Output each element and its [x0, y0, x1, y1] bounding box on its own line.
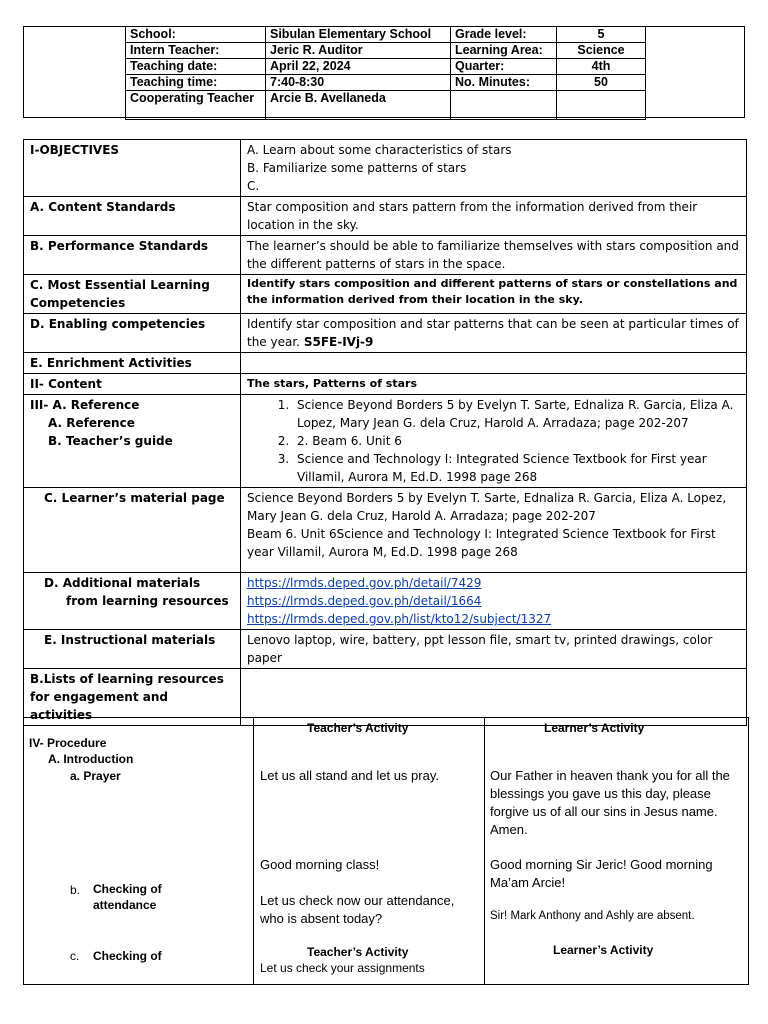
learners-material-label: C. Learner’s material page — [24, 488, 241, 573]
school-value: Sibulan Elementary School — [266, 27, 451, 43]
resource-link-kto12[interactable]: https://lrmds.deped.gov.ph/list/kto12/subject/1327 — [247, 612, 552, 626]
learners-material-line: Beam 6. Unit 6Science and Technology I: Integrated Science Textbook for First year Villamil, Aurora M, Ed.D. 1998 page 268 — [247, 527, 716, 559]
checking-label: Checking of — [93, 949, 162, 963]
objectives-cell — [241, 140, 747, 197]
teacher-activity-header-2: Teacher’s Activity — [307, 945, 409, 959]
content-standards-text: Star composition and stars pattern from the information derived from their location in the sky. — [241, 197, 747, 236]
attendance-letter: b. — [70, 883, 81, 897]
resource-link-7429[interactable]: https://lrmds.deped.gov.ph/detail/7429 — [247, 576, 482, 590]
teaching-date-label: Teaching date: — [126, 59, 266, 75]
learners-material-cell — [241, 488, 747, 573]
procedure-title: IV- Procedure — [29, 736, 107, 750]
attendance-label: Checking of attendance — [93, 882, 162, 912]
objective-b: B. Familiarize some patterns of stars — [247, 161, 467, 175]
performance-standards-text: The learner’s should be able to familiarize themselves with stars composition and the different patterns of stars in the space. — [241, 236, 747, 275]
teachers-guide-label: B. Teacher’s guide — [48, 434, 173, 448]
enrichment-text — [241, 353, 747, 374]
empty-header-cell — [451, 91, 557, 120]
enabling-label: D. Enabling competencies — [24, 314, 241, 353]
objective-c: C. — [247, 179, 260, 193]
content-standards-label: A. Content Standards — [24, 197, 241, 236]
additional-materials-cell — [241, 573, 747, 630]
reference-item: 2. 2. Beam 6. Unit 6 — [293, 432, 740, 450]
instructional-materials-row — [24, 630, 747, 669]
teaching-time-label: Teaching time: — [126, 75, 266, 91]
content-text: The stars, Patterns of stars — [241, 374, 747, 395]
resources-list-label: B.Lists of learning resources for engagement and activities — [24, 669, 241, 726]
reference-item: 1. Science Beyond Borders 5 by Evelyn T. Sarte, Ednaliza R. Garcia, Eliza A. Lopez, Mary Jean G. dela Cruz, Harold A. Arradaza; page 202-207 — [293, 396, 740, 432]
learner-activity-header-2: Learner’s Activity — [553, 943, 654, 957]
cooperating-teacher-value: Arcie B. Avellaneda — [266, 91, 451, 120]
no-minutes-label: No. Minutes: — [451, 75, 557, 91]
enrichment-row — [24, 353, 747, 374]
learners-material-row — [24, 488, 747, 573]
teacher-prayer-text: Let us all stand and let us pray. — [260, 768, 439, 783]
learner-greeting-text: Good morning Sir Jeric! Good morning Ma’am Arcie! — [490, 857, 713, 890]
no-minutes-value: 50 — [557, 75, 646, 91]
grade-level-value: 5 — [557, 27, 646, 43]
cooperating-teacher-label: Cooperating Teacher — [126, 91, 266, 120]
header-row-school — [126, 27, 646, 43]
school-label: School: — [126, 27, 266, 43]
teaching-date-value: April 22, 2024 — [266, 59, 451, 75]
objectives-row — [24, 140, 747, 197]
quarter-value: 4th — [557, 59, 646, 75]
learning-area-label: Learning Area: — [451, 43, 557, 59]
objectives-label: I-OBJECTIVES — [24, 140, 241, 197]
objective-a: A. Learn about some characteristics of stars — [247, 143, 512, 157]
grade-level-label: Grade level: — [451, 27, 557, 43]
header-row-teacher — [126, 43, 646, 59]
performance-standards-row — [24, 236, 747, 275]
introduction-label: A. Introduction — [48, 752, 134, 766]
teacher-greeting-text: Good morning class! — [260, 857, 380, 872]
lesson-plan-table — [23, 139, 747, 726]
teacher-attendance-text: Let us check now our attendance, who is absent today? — [260, 893, 455, 926]
resource-link-1664[interactable]: https://lrmds.deped.gov.ph/detail/1664 — [247, 594, 482, 608]
reference-row — [24, 395, 747, 488]
enabling-text: Identify star composition and star patterns that can be seen at particular times of the year. — [247, 317, 739, 349]
reference-item: 3. Science and Technology I: Integrated Science Textbook for First year Villamil, Aurora M, Ed.D. 1998 page 268 — [293, 450, 740, 486]
enrichment-label: E. Enrichment Activities — [24, 353, 241, 374]
header-row-cooperating — [126, 91, 646, 120]
header-row-date — [126, 59, 646, 75]
reference-cell-label — [24, 395, 241, 488]
melc-row — [24, 275, 747, 314]
content-label: II- Content — [24, 374, 241, 395]
reference-sub-a: A. Reference — [48, 416, 135, 430]
enabling-code: S5FE-IVj-9 — [303, 335, 374, 349]
teaching-time-value: 7:40-8:30 — [266, 75, 451, 91]
instructional-materials-label: E. Instructional materials — [24, 630, 241, 669]
learner-activity-header: Learner’s Activity — [544, 721, 645, 735]
reference-list — [247, 396, 740, 486]
melc-label: C. Most Essential Learning Competencies — [24, 275, 241, 314]
additional-materials-label — [24, 573, 241, 630]
prayer-label: a. Prayer — [70, 769, 121, 783]
intern-teacher-label: Intern Teacher: — [126, 43, 266, 59]
teacher-activity-header: Teacher’s Activity — [307, 721, 409, 735]
teacher-assignments-text: Let us check your assignments — [260, 961, 425, 975]
enabling-cell — [241, 314, 747, 353]
learner-attendance-text: Sir! Mark Anthony and Ashly are absent. — [490, 910, 695, 922]
learner-prayer-text: Our Father in heaven thank you for all the blessings you gave us this day, please forgive us of all our sins in Jesus name. Amen. — [490, 768, 730, 837]
header-info-table — [125, 26, 646, 120]
checking-letter: c. — [70, 949, 80, 963]
reference-label: III- A. Reference — [30, 398, 140, 412]
content-row — [24, 374, 747, 395]
quarter-label: Quarter: — [451, 59, 557, 75]
learners-material-line: Science Beyond Borders 5 by Evelyn T. Sarte, Ednaliza R. Garcia, Eliza A. Lopez, Mary Jean G. dela Cruz, Harold A. Arradaza; page 202-207 — [247, 491, 727, 523]
additional-materials-row — [24, 573, 747, 630]
content-standards-row — [24, 197, 747, 236]
empty-header-cell — [557, 91, 646, 120]
instructional-materials-text: Lenovo laptop, wire, battery, ppt lesson file, smart tv, printed drawings, color paper — [241, 630, 747, 669]
intern-teacher-value: Jeric R. Auditor — [266, 43, 451, 59]
enabling-row — [24, 314, 747, 353]
melc-text: Identify stars composition and different patterns of stars or constellations and the information derived from their location in the sky. — [241, 275, 747, 314]
performance-standards-label: B. Performance Standards — [24, 236, 241, 275]
learning-area-value: Science — [557, 43, 646, 59]
reference-cell — [241, 395, 747, 488]
header-row-time — [126, 75, 646, 91]
additional-materials-label-text: D. Additional materials from learning resources — [44, 576, 229, 608]
